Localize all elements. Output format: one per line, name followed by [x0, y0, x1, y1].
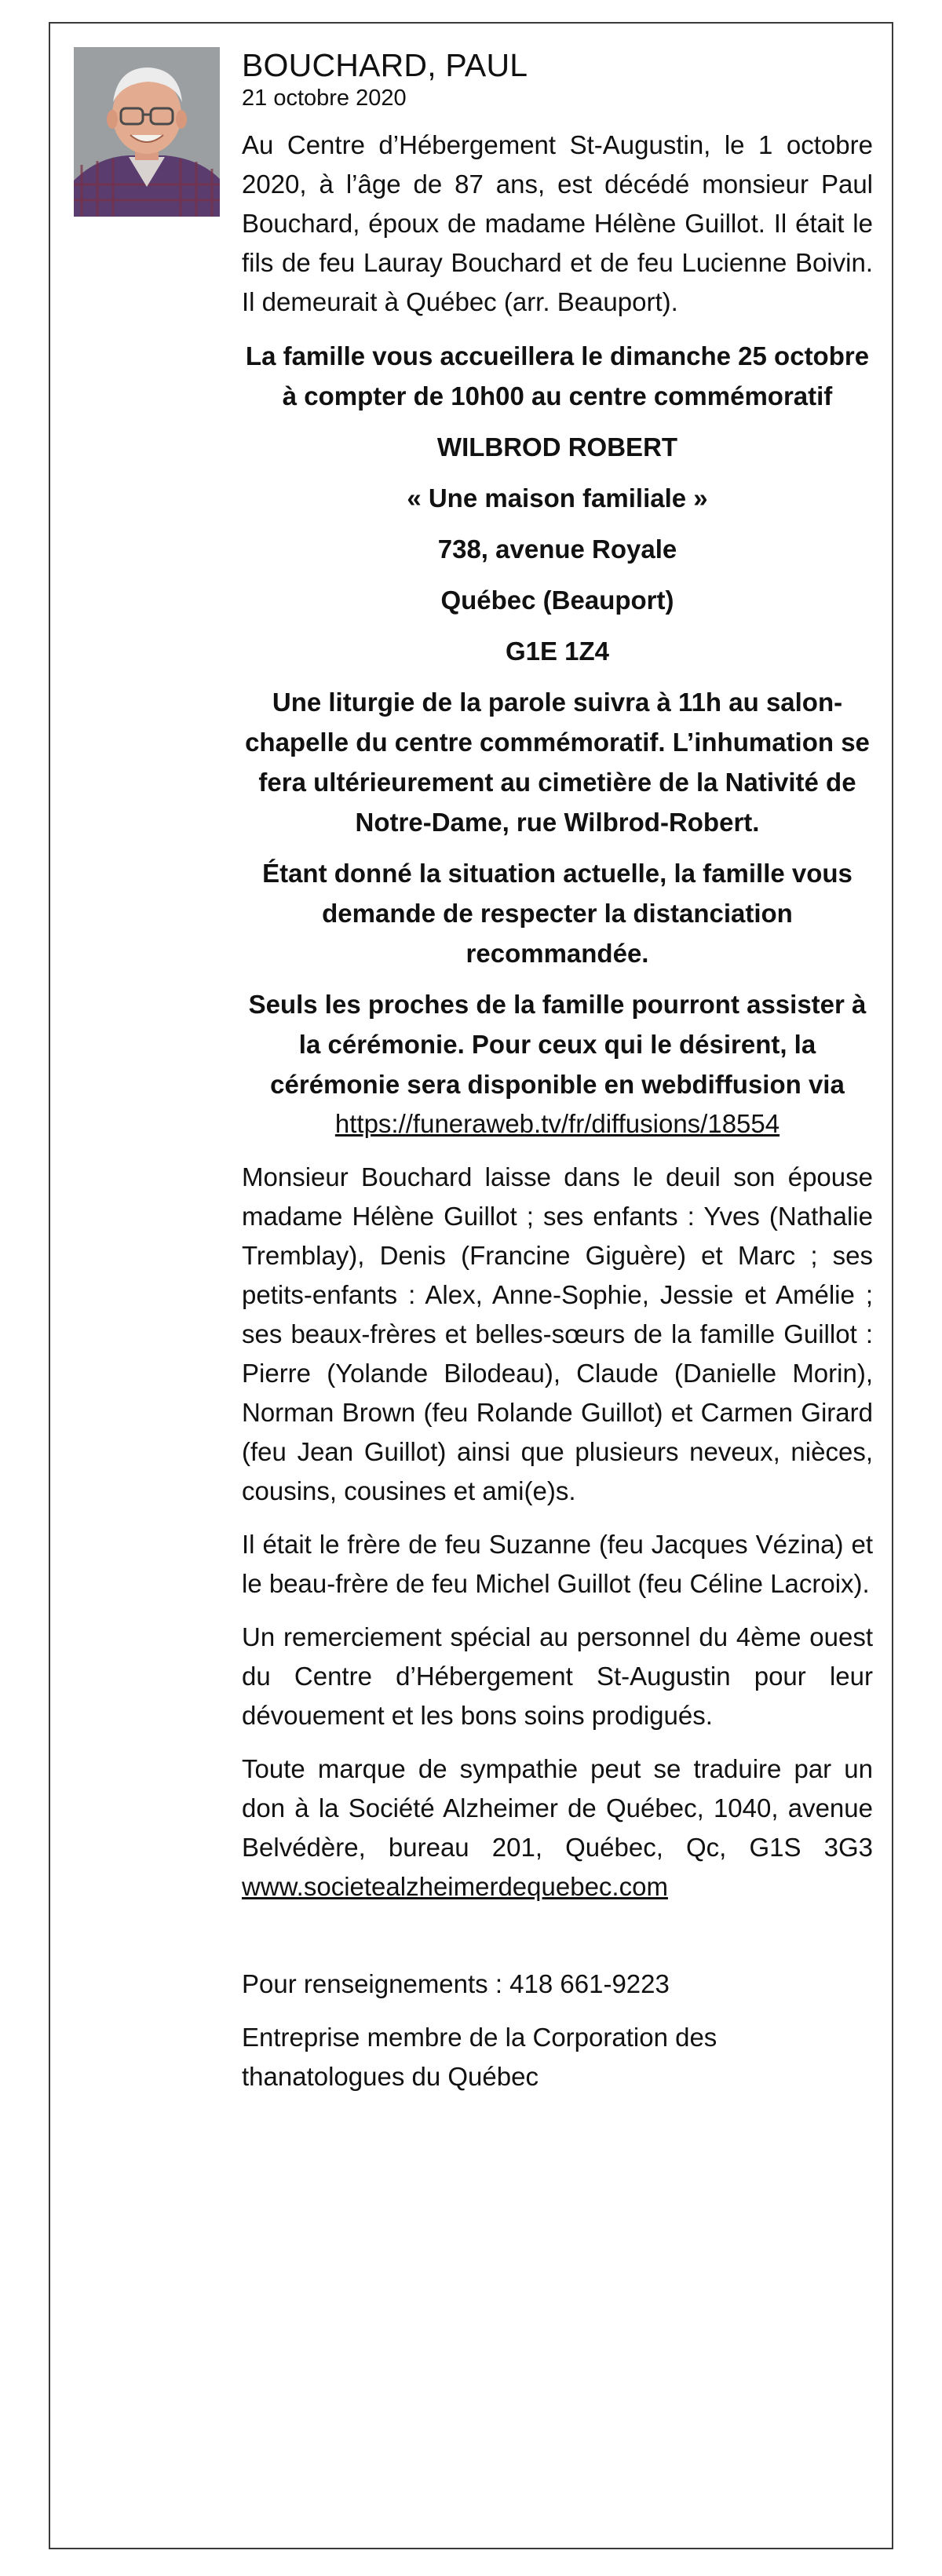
distancing-notice: Étant donné la situation actuelle, la famille vous demande de respecter la distanciation recommandée. [262, 859, 853, 968]
venue-street: 738, avenue Royale [437, 535, 677, 564]
membership-note: Entreprise membre de la Corporation des thanatologues du Québec [242, 2023, 717, 2091]
contact-info: Pour renseignements : 418 661-9223 [242, 1969, 670, 1998]
venue-name: WILBROD ROBERT [436, 432, 678, 462]
portrait-photo [74, 47, 220, 217]
venue-tagline: « Une maison familiale » [407, 483, 708, 513]
venue-city: Québec (Beauport) [440, 586, 674, 615]
visitation-notice: La famille vous accueillera le dimanche 25 octobre à compter de 10h00 au centre commémoratif [245, 341, 870, 410]
thanks-paragraph: Un remerciement spécial au personnel du 4ème ouest du Centre d’Hébergement St-Augustin pour leur dévouement et les bons soins prodigués. [242, 1622, 873, 1730]
donations-paragraph [242, 1750, 873, 1906]
intro-paragraph: Au Centre d’Hébergement St-Augustin, le 1 octobre 2020, à l’âge de 87 ans, est décédé monsieur Paul Bouchard, époux de madame Hélène Guillot. Il était le fils de feu Lauray Bouchard et de feu Lucienne Boivin. Il demeurait à Québec (arr. Beauport). [242, 130, 873, 316]
webcast-link[interactable]: https://funeraweb.tv/fr/diffusions/18554 [334, 1109, 780, 1138]
publication-date: 21 octobre 2020 [242, 86, 407, 111]
obituary-content [242, 46, 873, 2111]
survivors-paragraph: Monsieur Bouchard laisse dans le deuil son épouse madame Hélène Guillot ; ses enfants : Yves (Nathalie Tremblay), Denis (Francine Giguère) et Marc ; ses petits-enfants : Alex, Anne-Sophie, Jessie et Amélie ; ses beaux-frères et belles-sœurs de la famille Guillot : Pierre (Yolande Bilodeau), Claude (Danielle Morin), Norman Brown (feu Rolande Guillot) et Carmen Girard (feu Jean Guillot) ainsi que plusieurs neveux, nièces, cousins, cousines et ami(e)s. [242, 1162, 873, 1505]
venue-postal-code: G1E 1Z4 [505, 637, 610, 666]
deceased-name: BOUCHARD, PAUL [242, 47, 528, 83]
liturgy-notice: Une liturgie de la parole suivra à 11h au salon-chapelle du centre commémoratif. L’inhumation se fera ultérieurement au cimetière de la Nativité de Notre-Dame, rue Wilbrod-Robert. [245, 688, 870, 837]
portrait-image [74, 47, 220, 217]
spacer [242, 1921, 873, 1965]
ceremony-notice: Seuls les proches de la famille pourront assister à la cérémonie. Pour ceux qui le désirent, la cérémonie sera disponible en webdiffusion via [248, 990, 867, 1099]
siblings-paragraph: Il était le frère de feu Suzanne (feu Jacques Vézina) et le beau-frère de feu Michel Guillot (feu Céline Lacroix). [242, 1530, 873, 1598]
donations-link[interactable]: www.societealzheimerdequebec.com [242, 1872, 668, 1901]
donations-text: Toute marque de sympathie peut se traduire par un don à la Société Alzheimer de Québec, 1040, avenue Belvédère, bureau 201, Québec, Qc, G1S 3G3 [242, 1754, 873, 1862]
